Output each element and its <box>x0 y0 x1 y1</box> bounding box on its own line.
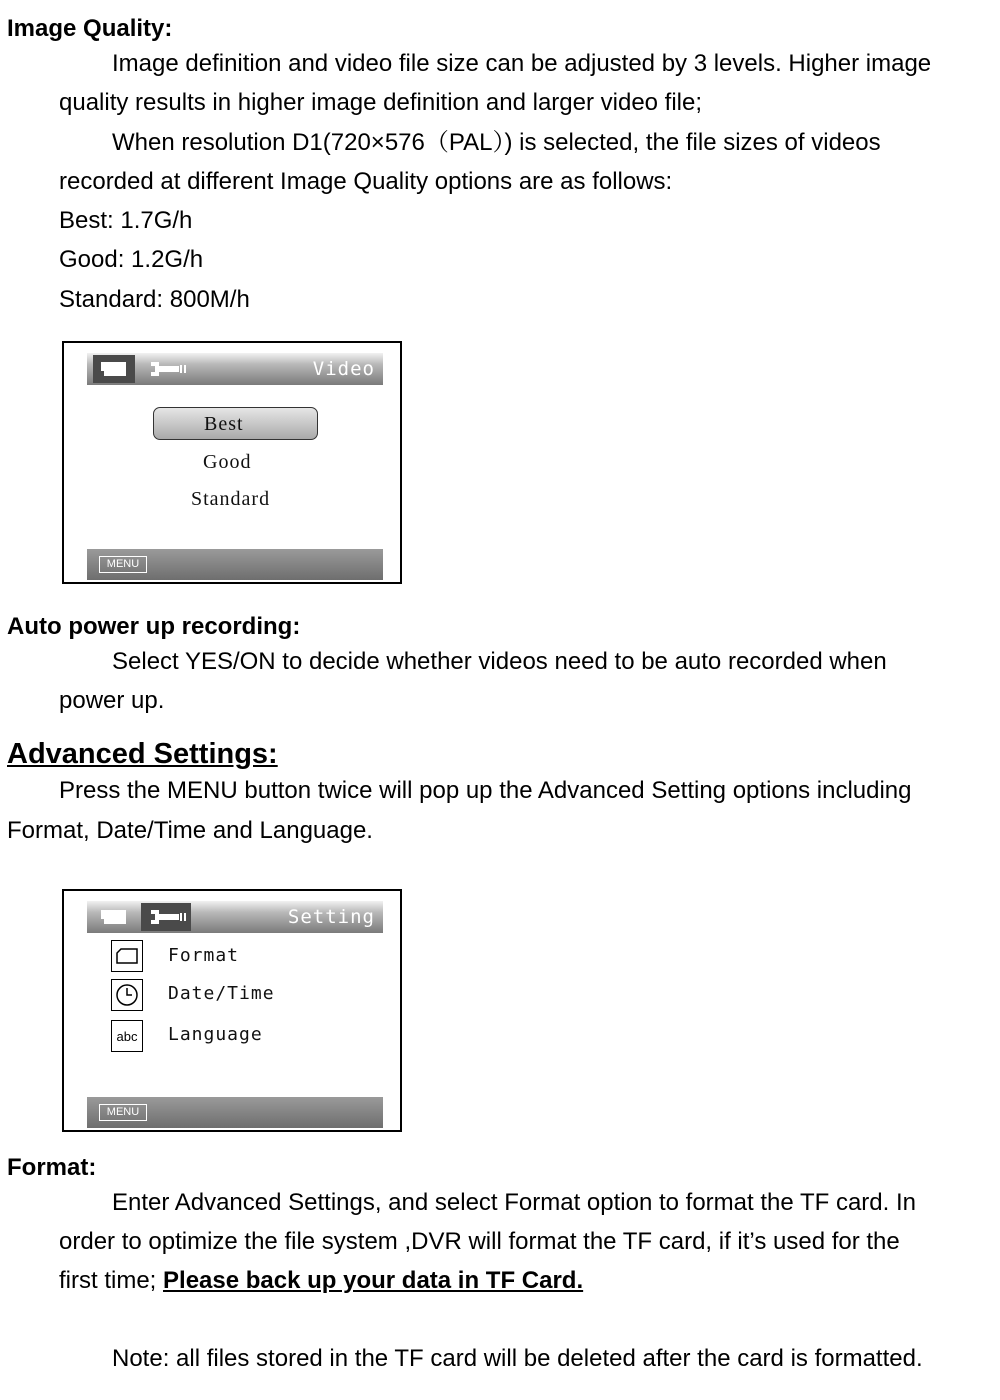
option-good[interactable]: Good <box>203 451 252 473</box>
screen-title: Video <box>312 358 375 380</box>
setting-item-date-time[interactable]: Date/Time <box>168 983 275 1004</box>
screen-top-bar <box>87 353 383 385</box>
advanced-line-1: Press the MENU button twice will pop up the Advanced Setting options including <box>59 777 912 804</box>
abc-icon <box>111 1020 143 1052</box>
advanced-settings-heading: Advanced Settings: <box>7 738 278 770</box>
format-line-1: Enter Advanced Settings, and select Format option to format the TF card. In <box>112 1189 916 1216</box>
menu-button[interactable]: MENU <box>99 1104 147 1121</box>
setting-item-language[interactable]: Language <box>168 1024 263 1045</box>
auto-power-heading: Auto power up recording: <box>7 613 301 640</box>
advanced-line-2: Format, Date/Time and Language. <box>7 817 373 844</box>
menu-button[interactable]: MENU <box>99 556 147 573</box>
image-quality-line-2: quality results in higher image definition and larger video file; <box>59 89 703 116</box>
tab-settings[interactable] <box>141 355 183 383</box>
video-quality-screen <box>62 341 402 584</box>
image-quality-line-1: Image definition and video file size can be adjusted by 3 levels. Higher image <box>112 50 932 77</box>
format-line-3-prefix: first time; <box>59 1267 164 1294</box>
auto-power-line-1: Select YES/ON to decide whether videos need to be auto recorded when <box>112 648 887 675</box>
wrench-icon <box>149 907 189 927</box>
best-size: Best: 1.7G/h <box>59 207 193 234</box>
format-line-2: order to optimize the file system ,DVR will format the TF card, if it’s used for the <box>59 1228 900 1255</box>
setting-item-format[interactable]: Format <box>168 945 240 966</box>
screen-bottom-bar <box>87 549 383 580</box>
abc-icon-text: abc <box>116 1028 138 1044</box>
tab-video[interactable] <box>93 903 135 931</box>
clock-icon <box>111 979 143 1011</box>
screen-title: Setting <box>287 906 375 928</box>
tab-settings[interactable] <box>141 903 191 931</box>
tab-video[interactable] <box>93 355 135 383</box>
image-quality-line-4: recorded at different Image Quality options are as follows: <box>59 168 673 195</box>
image-quality-heading: Image Quality: <box>7 15 173 42</box>
screen-top-bar <box>87 901 383 933</box>
image-quality-line-3: When resolution D1(720×576（PAL）) is selected, the file sizes of videos <box>112 129 881 156</box>
backup-warning: Please back up your data in TF Card. <box>163 1267 584 1294</box>
wrench-icon <box>149 359 189 379</box>
setting-screen <box>62 889 402 1132</box>
screen-bottom-bar <box>87 1097 383 1128</box>
format-line-3 <box>59 1266 583 1296</box>
video-camera-icon <box>101 907 129 927</box>
format-note: Note: all files stored in the TF card will be deleted after the card is formatted. <box>112 1345 923 1372</box>
format-heading: Format: <box>7 1154 97 1181</box>
video-camera-icon <box>101 359 129 379</box>
option-best[interactable]: Best <box>204 413 244 435</box>
standard-size: Standard: 800M/h <box>59 286 250 313</box>
option-standard[interactable]: Standard <box>191 488 271 510</box>
auto-power-line-2: power up. <box>59 687 165 714</box>
sd-card-icon <box>111 940 143 972</box>
good-size: Good: 1.2G/h <box>59 246 204 273</box>
